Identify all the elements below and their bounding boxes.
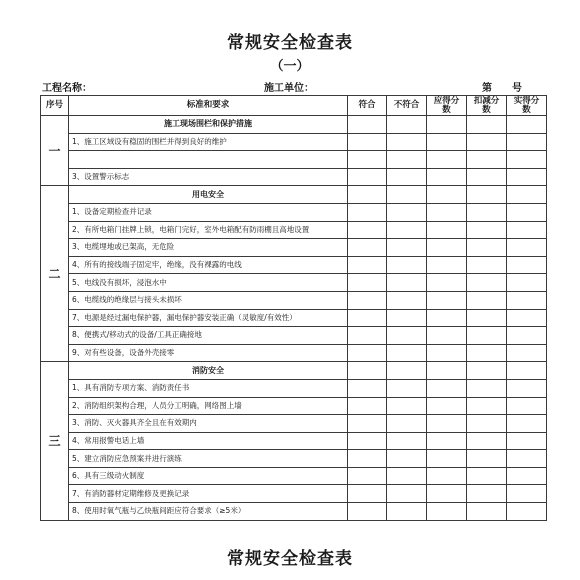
category-title: 施工现场围栏和保护措施 — [69, 116, 348, 134]
check-item: 6、具有三级动火制度 — [69, 467, 348, 485]
score-cell — [427, 327, 467, 345]
score-cell — [387, 291, 427, 309]
score-cell — [507, 503, 547, 521]
table-row — [41, 450, 547, 468]
score-cell — [387, 168, 427, 186]
header-standard: 标准和要求 — [69, 96, 348, 116]
score-cell — [507, 485, 547, 503]
check-item: 1、设备定期检查并记录 — [69, 203, 348, 221]
table-row — [41, 485, 547, 503]
number-label-suffix: 号 — [512, 83, 522, 94]
score-cell — [427, 186, 467, 204]
score-cell — [507, 379, 547, 397]
category-row — [41, 116, 547, 134]
score-cell — [387, 432, 427, 450]
score-cell — [348, 415, 387, 433]
table-row — [41, 344, 547, 362]
score-cell — [427, 133, 467, 151]
score-cell — [348, 168, 387, 186]
header-score-actual: 实得分数 — [507, 96, 547, 116]
check-item: 4、常用报警电话上墙 — [69, 432, 348, 450]
score-cell — [387, 116, 427, 134]
score-cell — [467, 133, 507, 151]
table-row — [41, 151, 547, 169]
table-row — [41, 133, 547, 151]
score-cell — [467, 344, 507, 362]
inspection-table — [40, 95, 547, 521]
table-row — [41, 379, 547, 397]
score-cell — [467, 186, 507, 204]
table-row — [41, 503, 547, 521]
score-cell — [348, 116, 387, 134]
score-cell — [507, 450, 547, 468]
score-cell — [348, 239, 387, 257]
score-cell — [507, 344, 547, 362]
score-cell — [427, 397, 467, 415]
score-cell — [467, 116, 507, 134]
score-cell — [348, 379, 387, 397]
score-cell — [427, 203, 467, 221]
score-cell — [467, 415, 507, 433]
score-cell — [348, 485, 387, 503]
check-item: 2、消防组织架构合理，人员分工明确，网络图上墙 — [69, 397, 348, 415]
section-number: 二 — [41, 186, 69, 362]
score-cell — [427, 116, 467, 134]
score-cell — [427, 239, 467, 257]
score-cell — [507, 291, 547, 309]
score-cell — [427, 274, 467, 292]
score-cell — [387, 309, 427, 327]
score-cell — [507, 203, 547, 221]
score-cell — [387, 467, 427, 485]
score-cell — [387, 186, 427, 204]
score-cell — [507, 239, 547, 257]
score-cell — [348, 450, 387, 468]
score-cell — [348, 291, 387, 309]
score-cell — [427, 450, 467, 468]
section-number: 三 — [41, 362, 69, 520]
score-cell — [507, 415, 547, 433]
score-cell — [467, 168, 507, 186]
check-item: 2、有所电箱门挂牌上锁，电箱门完好，室外电箱配有防雨棚且高地设置 — [69, 221, 348, 239]
score-cell — [507, 168, 547, 186]
score-cell — [387, 239, 427, 257]
category-title: 用电安全 — [69, 186, 348, 204]
score-cell — [467, 151, 507, 169]
score-cell — [467, 485, 507, 503]
header-deduct: 扣减分数 — [467, 96, 507, 116]
number-label-prefix: 第 — [482, 83, 492, 94]
score-cell — [507, 151, 547, 169]
score-cell — [467, 256, 507, 274]
score-cell — [427, 151, 467, 169]
score-cell — [467, 467, 507, 485]
score-cell — [348, 503, 387, 521]
check-item: 8、便携式/移动式的设备/工具正确接地 — [69, 327, 348, 345]
score-cell — [467, 309, 507, 327]
check-item — [69, 151, 348, 169]
score-cell — [348, 344, 387, 362]
score-cell — [348, 397, 387, 415]
score-cell — [348, 186, 387, 204]
score-cell — [467, 450, 507, 468]
score-cell — [507, 327, 547, 345]
header-seq: 序号 — [41, 96, 69, 116]
score-cell — [387, 344, 427, 362]
score-cell — [348, 327, 387, 345]
table-row — [41, 203, 547, 221]
category-row — [41, 186, 547, 204]
table-row — [41, 309, 547, 327]
score-cell — [427, 503, 467, 521]
header-row — [41, 96, 547, 116]
header-score-due: 应得分数 — [427, 96, 467, 116]
score-cell — [507, 116, 547, 134]
category-title: 消防安全 — [69, 362, 348, 380]
table-row — [41, 291, 547, 309]
score-cell — [427, 168, 467, 186]
table-row — [41, 467, 547, 485]
score-cell — [427, 415, 467, 433]
score-cell — [427, 309, 467, 327]
table-row — [41, 432, 547, 450]
check-item: 4、所有的接线端子固定牢，绝缘，没有裸露的电线 — [69, 256, 348, 274]
score-cell — [507, 256, 547, 274]
score-cell — [507, 309, 547, 327]
table-row — [41, 239, 547, 257]
score-cell — [348, 274, 387, 292]
table-row — [41, 221, 547, 239]
score-cell — [467, 362, 507, 380]
table-row — [41, 256, 547, 274]
check-item: 8、使用时氧气瓶与乙炔瓶间距应符合要求（≥5米） — [69, 503, 348, 521]
score-cell — [387, 450, 427, 468]
table-row — [41, 274, 547, 292]
score-cell — [387, 221, 427, 239]
score-cell — [348, 362, 387, 380]
score-cell — [348, 309, 387, 327]
score-cell — [467, 379, 507, 397]
check-item: 7、电源是经过漏电保护器，漏电保护器安装正确（灵敏度/有效性） — [69, 309, 348, 327]
check-item: 7、有消防器材定期维修及更换记录 — [69, 485, 348, 503]
category-row — [41, 362, 547, 380]
document-title: 常规安全检查表 — [227, 33, 353, 53]
score-cell — [348, 256, 387, 274]
table-row — [41, 415, 547, 433]
check-item: 1、施工区域设有稳固的围栏并得到良好的维护 — [69, 133, 348, 151]
score-cell — [387, 327, 427, 345]
footer-title: 常规安全检查表 — [227, 549, 353, 569]
table-row — [41, 168, 547, 186]
score-cell — [467, 239, 507, 257]
score-cell — [467, 203, 507, 221]
check-item: 9、对有些设备，设备外壳接零 — [69, 344, 348, 362]
score-cell — [507, 274, 547, 292]
score-cell — [387, 133, 427, 151]
score-cell — [507, 432, 547, 450]
score-cell — [427, 467, 467, 485]
header-fail: 不符合 — [387, 96, 427, 116]
score-cell — [507, 221, 547, 239]
document-subtitle: （一） — [270, 59, 310, 74]
score-cell — [467, 432, 507, 450]
score-cell — [427, 362, 467, 380]
score-cell — [387, 151, 427, 169]
score-cell — [507, 397, 547, 415]
score-cell — [348, 467, 387, 485]
score-cell — [387, 485, 427, 503]
score-cell — [348, 151, 387, 169]
score-cell — [467, 291, 507, 309]
score-cell — [387, 362, 427, 380]
project-name-label: 工程名称： — [42, 83, 92, 94]
score-cell — [507, 133, 547, 151]
check-item: 1、具有消防专项方案、消防责任书 — [69, 379, 348, 397]
score-cell — [387, 256, 427, 274]
score-cell — [467, 274, 507, 292]
check-item: 3、电缆埋地或已架高，无危险 — [69, 239, 348, 257]
score-cell — [467, 327, 507, 345]
score-cell — [427, 485, 467, 503]
construction-unit-label: 施工单位： — [264, 83, 314, 94]
score-cell — [427, 256, 467, 274]
check-item: 3、消防、灭火器具齐全且在有效期内 — [69, 415, 348, 433]
table-row — [41, 397, 547, 415]
score-cell — [348, 432, 387, 450]
score-cell — [427, 291, 467, 309]
check-item: 5、电线没有损坏，浸泡水中 — [69, 274, 348, 292]
check-item: 3、设置警示标志 — [69, 168, 348, 186]
score-cell — [387, 415, 427, 433]
check-item: 5、建立消防应急预案并进行演练 — [69, 450, 348, 468]
score-cell — [348, 203, 387, 221]
score-cell — [507, 186, 547, 204]
score-cell — [507, 362, 547, 380]
section-number: 一 — [41, 116, 69, 186]
score-cell — [387, 203, 427, 221]
score-cell — [427, 221, 467, 239]
check-item: 6、电缆线的绝缘层与接头未损坏 — [69, 291, 348, 309]
table-row — [41, 327, 547, 345]
score-cell — [387, 274, 427, 292]
score-cell — [348, 133, 387, 151]
score-cell — [427, 379, 467, 397]
score-cell — [387, 503, 427, 521]
score-cell — [467, 397, 507, 415]
score-cell — [387, 379, 427, 397]
score-cell — [427, 344, 467, 362]
score-cell — [387, 397, 427, 415]
score-cell — [467, 503, 507, 521]
score-cell — [348, 221, 387, 239]
score-cell — [427, 432, 467, 450]
score-cell — [467, 221, 507, 239]
score-cell — [507, 467, 547, 485]
header-pass: 符合 — [348, 96, 387, 116]
